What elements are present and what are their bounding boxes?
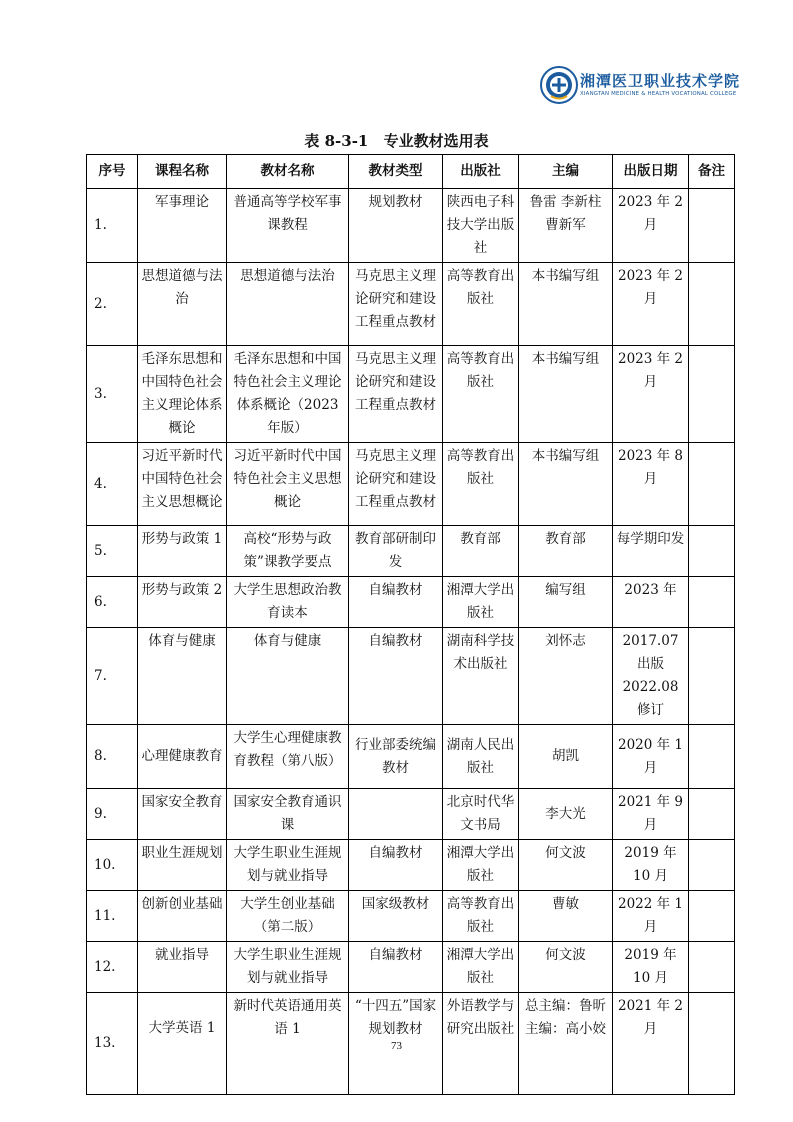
cell-no: 11. — [87, 891, 138, 942]
cell-date: 2020 年 1 月 — [613, 725, 689, 789]
cell-textbook: 新时代英语通用英语 1 — [227, 993, 349, 1095]
cell-date: 2023 年 — [613, 577, 689, 628]
table-row — [87, 942, 735, 993]
cell-type: 马克思主义理论研究和建设工程重点教材 — [349, 443, 443, 526]
cell-editor: 本书编写组 — [519, 346, 613, 443]
table-row — [87, 577, 735, 628]
cell-no: 3. — [87, 346, 138, 443]
table-row — [87, 840, 735, 891]
cell-publisher: 外语教学与研究出版社 — [443, 993, 519, 1095]
cell-no: 6. — [87, 577, 138, 628]
cell-type: 国家级教材 — [349, 891, 443, 942]
cell-course: 军事理论 — [138, 189, 227, 263]
cell-course: 国家安全教育 — [138, 789, 227, 840]
cell-type: 行业部委统编教材 — [349, 725, 443, 789]
table-row — [87, 346, 735, 443]
logo-subtitle: XIANGTAN MEDICINE & HEALTH VOCATIONAL COLLEGE — [580, 91, 737, 97]
table-row — [87, 526, 735, 577]
page-number: 73 — [391, 1040, 402, 1052]
cell-editor: 刘怀志 — [519, 628, 613, 725]
cell-editor: 本书编写组 — [519, 443, 613, 526]
cell-editor: 胡凯 — [519, 725, 613, 789]
cell-note — [689, 577, 735, 628]
cell-date: 2017.07 出版 2022.08 修订 — [613, 628, 689, 725]
cell-publisher: 湘潭大学出版社 — [443, 577, 519, 628]
col-header: 出版日期 — [613, 155, 689, 189]
cell-textbook: 习近平新时代中国特色社会主义思想概论 — [227, 443, 349, 526]
cell-course: 心理健康教育 — [138, 725, 227, 789]
col-header: 教材名称 — [227, 155, 349, 189]
cell-textbook: 毛泽东思想和中国特色社会主义理论体系概论（2023 年版） — [227, 346, 349, 443]
cell-editor: 鲁雷 李新柱 曹新军 — [519, 189, 613, 263]
textbook-table — [86, 154, 735, 1095]
cell-publisher: 湖南科学技术出版社 — [443, 628, 519, 725]
cell-publisher: 湖南人民出版社 — [443, 725, 519, 789]
cell-type: “十四五”国家规划教材 — [349, 993, 443, 1095]
cell-date: 2022 年 1 月 — [613, 891, 689, 942]
logo-text: 湘潭医卫职业技术学院 — [580, 72, 741, 90]
cell-textbook: 大学生思想政治教育读本 — [227, 577, 349, 628]
college-logo — [540, 66, 741, 110]
cell-type — [349, 789, 443, 840]
cell-date: 2021 年 9 月 — [613, 789, 689, 840]
cell-date: 2019 年 10 月 — [613, 840, 689, 891]
cell-textbook: 普通高等学校军事课教程 — [227, 189, 349, 263]
cell-textbook: 大学生创业基础（第二版） — [227, 891, 349, 942]
cell-course: 毛泽东思想和中国特色社会主义理论体系概论 — [138, 346, 227, 443]
cell-note — [689, 725, 735, 789]
col-header: 出版社 — [443, 155, 519, 189]
cell-course: 创新创业基础 — [138, 891, 227, 942]
table-header-row — [87, 155, 735, 189]
cell-course: 思想道德与法治 — [138, 263, 227, 346]
cell-editor: 李大光 — [519, 789, 613, 840]
cell-textbook: 体育与健康 — [227, 628, 349, 725]
cell-publisher: 教育部 — [443, 526, 519, 577]
cell-textbook: 大学生心理健康教育教程（第八版） — [227, 725, 349, 789]
cell-textbook: 思想道德与法治 — [227, 263, 349, 346]
cell-date: 2019 年 10 月 — [613, 942, 689, 993]
table-row — [87, 189, 735, 263]
col-header: 序号 — [87, 155, 138, 189]
cell-type: 教育部研制印发 — [349, 526, 443, 577]
cell-type: 自编教材 — [349, 840, 443, 891]
cell-course: 形势与政策 1 — [138, 526, 227, 577]
cell-course: 职业生涯规划 — [138, 840, 227, 891]
cell-note — [689, 346, 735, 443]
table-row — [87, 628, 735, 725]
col-header: 备注 — [689, 155, 735, 189]
cell-no: 9. — [87, 789, 138, 840]
table-row — [87, 725, 735, 789]
table-caption — [0, 130, 793, 151]
cell-note — [689, 942, 735, 993]
cell-publisher: 北京时代华文书局 — [443, 789, 519, 840]
cell-textbook: 大学生职业生涯规划与就业指导 — [227, 840, 349, 891]
cell-date: 每学期印发 — [613, 526, 689, 577]
cell-editor: 曹敏 — [519, 891, 613, 942]
cell-textbook: 国家安全教育通识课 — [227, 789, 349, 840]
cell-course: 习近平新时代中国特色社会主义思想概论 — [138, 443, 227, 526]
cell-note — [689, 840, 735, 891]
cell-publisher: 湘潭大学出版社 — [443, 840, 519, 891]
table-row — [87, 891, 735, 942]
col-header: 教材类型 — [349, 155, 443, 189]
cell-textbook: 高校“形势与政策”课教学要点 — [227, 526, 349, 577]
table-title: 专业教材选用表 — [383, 132, 489, 150]
cell-date: 2023 年 2 月 — [613, 263, 689, 346]
cell-note — [689, 263, 735, 346]
col-header: 课程名称 — [138, 155, 227, 189]
table-number: 表 8-3-1 — [304, 132, 369, 150]
cell-course: 形势与政策 2 — [138, 577, 227, 628]
cell-no: 13. — [87, 993, 138, 1095]
cell-no: 12. — [87, 942, 138, 993]
cell-no: 8. — [87, 725, 138, 789]
cell-publisher: 高等教育出版社 — [443, 443, 519, 526]
cell-note — [689, 526, 735, 577]
cell-editor: 何文波 — [519, 942, 613, 993]
cell-no: 1. — [87, 189, 138, 263]
cell-date: 2021 年 2 月 — [613, 993, 689, 1095]
cell-publisher: 陕西电子科技大学出版社 — [443, 189, 519, 263]
cell-date: 2023 年 2 月 — [613, 189, 689, 263]
cell-date: 2023 年 2 月 — [613, 346, 689, 443]
cell-type: 马克思主义理论研究和建设工程重点教材 — [349, 346, 443, 443]
cell-course: 大学英语 1 — [138, 993, 227, 1095]
cell-type: 自编教材 — [349, 628, 443, 725]
cell-publisher: 高等教育出版社 — [443, 891, 519, 942]
cell-type: 自编教材 — [349, 942, 443, 993]
cell-no: 7. — [87, 628, 138, 725]
cell-type: 马克思主义理论研究和建设工程重点教材 — [349, 263, 443, 346]
cell-publisher: 湘潭大学出版社 — [443, 942, 519, 993]
cell-editor: 教育部 — [519, 526, 613, 577]
cell-type: 规划教材 — [349, 189, 443, 263]
cell-editor: 编写组 — [519, 577, 613, 628]
cell-no: 5. — [87, 526, 138, 577]
cell-no: 4. — [87, 443, 138, 526]
cell-textbook: 大学生职业生涯规划与就业指导 — [227, 942, 349, 993]
cell-note — [689, 189, 735, 263]
col-header: 主编 — [519, 155, 613, 189]
table-row — [87, 263, 735, 346]
cell-course: 体育与健康 — [138, 628, 227, 725]
cell-publisher: 高等教育出版社 — [443, 346, 519, 443]
college-seal-icon — [540, 66, 578, 104]
cell-type: 自编教材 — [349, 577, 443, 628]
table-row — [87, 789, 735, 840]
cell-no: 10. — [87, 840, 138, 891]
cell-note — [689, 789, 735, 840]
cell-editor: 总主编：鲁昕 主编：高小姣 — [519, 993, 613, 1095]
cell-course: 就业指导 — [138, 942, 227, 993]
cell-publisher: 高等教育出版社 — [443, 263, 519, 346]
table-row — [87, 443, 735, 526]
cell-date: 2023 年 8 月 — [613, 443, 689, 526]
cell-editor: 何文波 — [519, 840, 613, 891]
cell-note — [689, 443, 735, 526]
cell-no: 2. — [87, 263, 138, 346]
cell-note — [689, 891, 735, 942]
cell-note — [689, 628, 735, 725]
cell-editor: 本书编写组 — [519, 263, 613, 346]
